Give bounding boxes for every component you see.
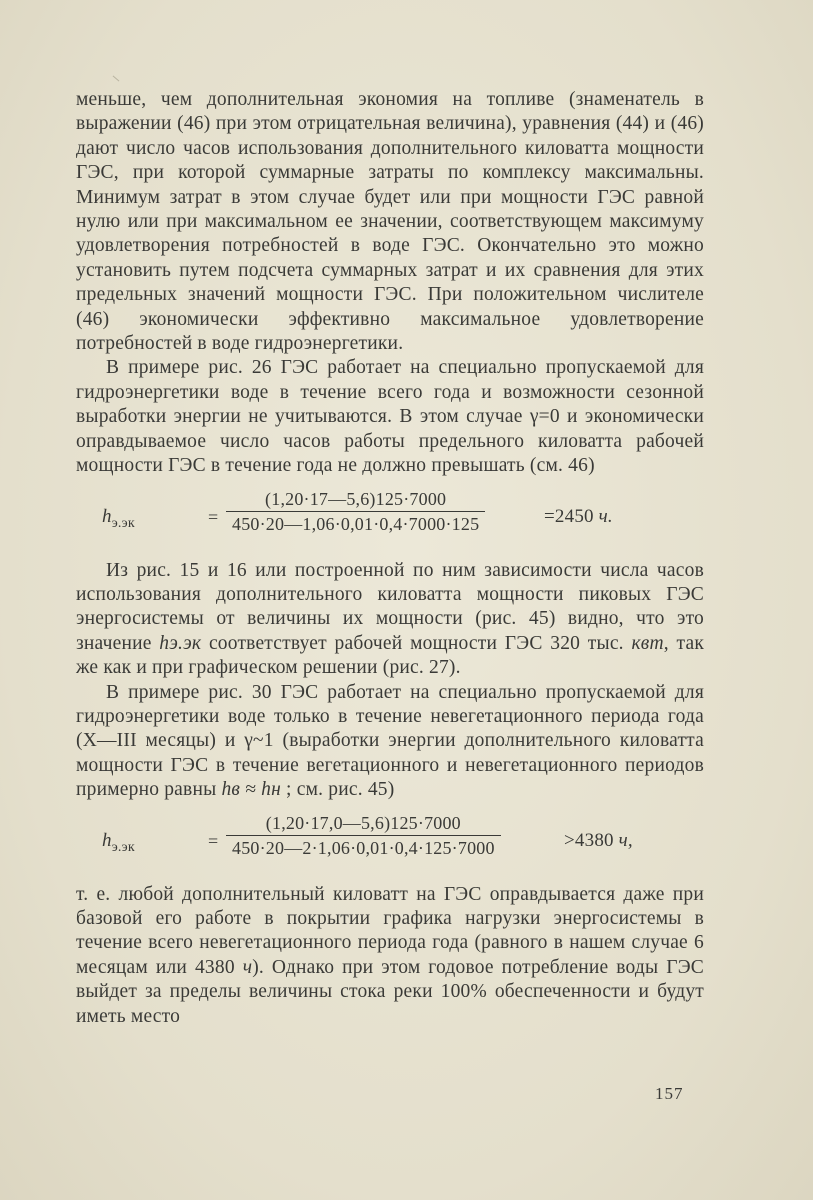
symbol-h-ek: hэ.эк	[159, 632, 202, 654]
formula-2-denominator: 450·20—2·1,06·0,01·0,4·125·7000	[226, 835, 501, 860]
paragraph-1: меньше, чем дополнительная экономия на топливе (знаменатель в выражении (46) при этом отрицательная величина), уравнения (44) и (46) дают число часов использования дополнительного киловатта мощности ГЭС, при которой суммарные затраты по комплексу максимальны. Минимум затрат в этом случае будет или при мощности ГЭС равной нулю или при максимальном ее значении, соответствующем максимуму удовлетворения потребностей в воде ГЭС. Окончательно это можно установить путем подсчета суммарных затрат и их сравнения для этих предельных значений мощности ГЭС. При положительном числителе (46) экономически эффективно максимальное удовлетворение потребностей в воде гидроэнергетики.	[76, 89, 704, 355]
formula-1-numerator: (1,20·17—5,6)125·7000	[265, 488, 447, 509]
formula-1	[76, 487, 704, 547]
paragraph-5: т. е. любой дополнительный киловатт на ГЭС оправдывается даже при базовой его работе в покрытии графика нагрузки энергосистемы в течение всего невегетационного периода года (равного в нашем случае 6 месяцам или 4380 ч). Однако при этом годовое потребление воды ГЭС выйдет за пределы величины стока реки 100% обеспеченности и будут иметь место	[76, 883, 704, 1027]
formula-1-equals: =	[208, 506, 219, 527]
formula-1-lhs: $h_{э.эк}$	[102, 505, 135, 531]
page-number: 157	[655, 1084, 684, 1103]
formula-2-result: >4380 ч,	[564, 829, 633, 851]
paragraph-4: В примере рис. 30 ГЭС работает на специально пропускаемой для гидроэнергетики воде только в течение невегетационного периода года (X—III месяцы) и γ~1 (выработки энергии дополнительного киловатта мощности ГЭС в течение вегетационного и невегетационного периодов примерно равны hв ≈ hн ; см. рис. 45)	[76, 681, 704, 801]
formula-1-denominator: 450·20—1,06·0,01·0,4·7000·125	[226, 511, 485, 536]
page-mark	[113, 76, 120, 82]
symbol-hv-hn: hв ≈ hн	[221, 779, 281, 801]
formula-2-lhs: $h_{э.эк}$	[102, 829, 135, 855]
formula-1-fraction	[226, 487, 485, 536]
page-text	[76, 88, 704, 1029]
formula-2-equals: =	[208, 830, 219, 851]
formula-2	[76, 811, 704, 871]
paragraph-3: Из рис. 15 и 16 или построенной по ним зависимости числа часов использования дополнительного киловатта мощности пиковых ГЭС энергосистемы от величины их мощности (рис. 45) видно, что это значение hэ.эк соответствует рабочей мощности ГЭС 320 тыс. квт, так же как и при графическом решении (рис. 27).	[76, 559, 704, 679]
paragraph-2: В примере рис. 26 ГЭС работает на специально пропускаемой для гидроэнергетики воде в течение всего года и возможности сезонной выработки энергии не учитываются. В этом случае γ=0 и экономически оправдываемое число часов работы предельного киловатта рабочей мощности ГЭС в течение года не должно превышать (см. 46)	[76, 357, 704, 477]
formula-2-fraction	[226, 811, 501, 860]
formula-2-numerator: (1,20·17,0—5,6)125·7000	[265, 812, 461, 833]
formula-1-result: =2450 ч.	[544, 505, 613, 527]
